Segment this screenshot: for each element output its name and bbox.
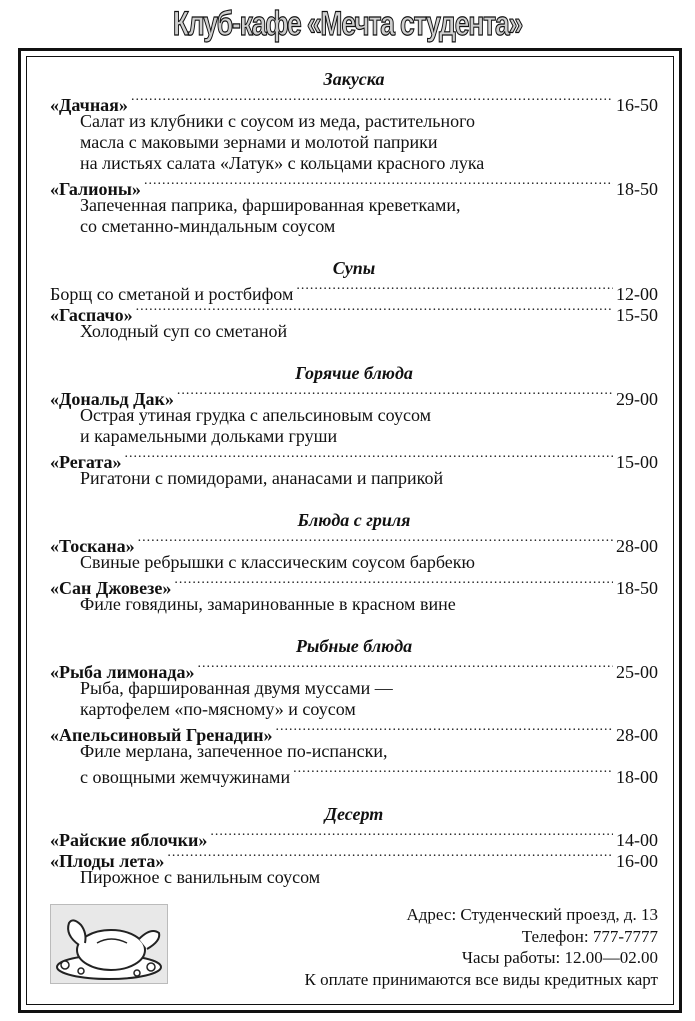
menu-item-name: «Галионы»	[50, 179, 141, 199]
section-title: Закуска	[323, 69, 385, 89]
menu-item-price: 18-50	[616, 578, 658, 598]
menu-item-description: Пирожное с ванильным соусом	[80, 867, 321, 887]
dot-leader	[167, 846, 613, 867]
dot-leader	[144, 174, 613, 195]
menu-item-description: Рыба, фаршированная двумя муссами —	[80, 678, 393, 698]
menu-item	[50, 174, 658, 199]
cafe-title: Клуб-кафе «Мечта студента»	[172, 5, 523, 43]
menu-item-price: 18-00	[616, 767, 658, 787]
menu-item	[50, 825, 658, 850]
section-gap	[50, 615, 658, 635]
section-title: Супы	[332, 258, 376, 278]
dot-leader	[198, 657, 613, 678]
dot-leader	[138, 531, 613, 552]
section-title: Блюда с гриля	[297, 510, 411, 530]
dot-leader	[210, 825, 613, 846]
section-gap	[50, 342, 658, 362]
menu-item-name: «Дачная»	[50, 95, 128, 115]
menu-item-name: «Плоды лета»	[50, 851, 165, 871]
menu-item-name: «Апельсиновый Гренадин»	[50, 725, 273, 745]
dot-leader	[177, 384, 613, 405]
menu-item-description: со сметанно-миндальным соусом	[80, 216, 336, 236]
menu-item-description: Филе говядины, замаринованные в красном вине	[80, 594, 456, 614]
menu-item	[50, 720, 658, 745]
menu-item-description: Филе мерлана, запеченное по-испански,	[80, 741, 388, 761]
menu-item-description: Запеченная паприка, фаршированная креветками,	[80, 195, 461, 215]
menu-item-description: и карамельными дольками груши	[80, 426, 338, 446]
menu-item	[50, 90, 658, 115]
menu-item-description: Салат из клубники с соусом из меда, растительного	[80, 111, 476, 131]
menu-item-name: Борщ со сметаной и ростбифом	[50, 284, 294, 304]
menu-item-name: «Гаспачо»	[50, 305, 133, 325]
menu-item	[50, 279, 658, 304]
menu-item	[50, 657, 658, 682]
menu-item-name: «Райские яблочки»	[50, 830, 208, 850]
dot-leader	[293, 762, 613, 783]
dot-leader	[125, 447, 613, 468]
dot-leader	[136, 300, 613, 321]
menu-item	[50, 447, 658, 472]
menu-item	[50, 300, 658, 325]
menu-item-price: 14-00	[616, 830, 658, 850]
menu-item	[50, 531, 658, 556]
footer-phone: Телефон: 777-7777	[521, 926, 658, 946]
footer	[48, 904, 658, 994]
menu-item-name: «Сан Джовезе»	[50, 578, 172, 598]
menu-item-description: картофелем «по-мясному» и соусом	[80, 699, 356, 719]
menu-item-price: 18-50	[616, 179, 658, 199]
roast-chicken-icon	[50, 904, 168, 984]
section-title: Десерт	[324, 804, 384, 824]
dot-leader	[275, 720, 613, 741]
footer-info	[304, 904, 658, 990]
menu-item-price: 15-00	[616, 452, 658, 472]
dot-leader	[131, 90, 613, 111]
menu-item-name: «Тоскана»	[50, 536, 135, 556]
section-title: Горячие блюда	[295, 363, 413, 383]
menu-item-description: с овощными жемчужинами	[80, 767, 291, 787]
menu-item-description-priced	[50, 762, 658, 787]
section-gap	[50, 489, 658, 509]
dot-leader	[174, 573, 613, 594]
menu-item-price: 16-50	[616, 95, 658, 115]
menu-item-description: Холодный суп со сметаной	[80, 321, 288, 341]
menu-item-price: 12-00	[616, 284, 658, 304]
footer-address: Адрес: Студенческий проезд, д. 13	[406, 905, 658, 924]
menu-item-description: Свиные ребрышки с классическим соусом барбекю	[80, 552, 475, 572]
menu-item-description: Острая утиная грудка с апельсиновым соусом	[80, 405, 432, 425]
menu-item	[50, 384, 658, 409]
menu-body	[50, 68, 658, 888]
footer-hours: Часы работы: 12.00—02.00	[461, 948, 658, 967]
menu-item-price: 15-50	[616, 305, 658, 325]
menu-item-price: 28-00	[616, 536, 658, 556]
menu-item-name: «Рыба лимонада»	[50, 662, 195, 682]
dot-leader	[296, 279, 613, 300]
menu-item-price: 29-00	[616, 389, 658, 409]
menu-item-price: 25-00	[616, 662, 658, 682]
menu-item-description: масла с маковыми зернами и молотой паприки	[80, 132, 438, 152]
menu-item-name: «Дональд Дак»	[50, 389, 174, 409]
section-title: Рыбные блюда	[295, 636, 413, 656]
section-gap	[50, 237, 658, 257]
menu-item-description: Ригатони с помидорами, ананасами и паприкой	[80, 468, 444, 488]
menu-item-price: 28-00	[616, 725, 658, 745]
menu-item-price: 16-00	[616, 851, 658, 871]
footer-payment: К оплате принимаются все виды кредитных карт	[304, 969, 658, 989]
menu-item	[50, 573, 658, 598]
menu-item-description: на листьях салата «Латук» с кольцами красного лука	[80, 153, 485, 173]
menu-item-name: «Регата»	[50, 452, 122, 472]
